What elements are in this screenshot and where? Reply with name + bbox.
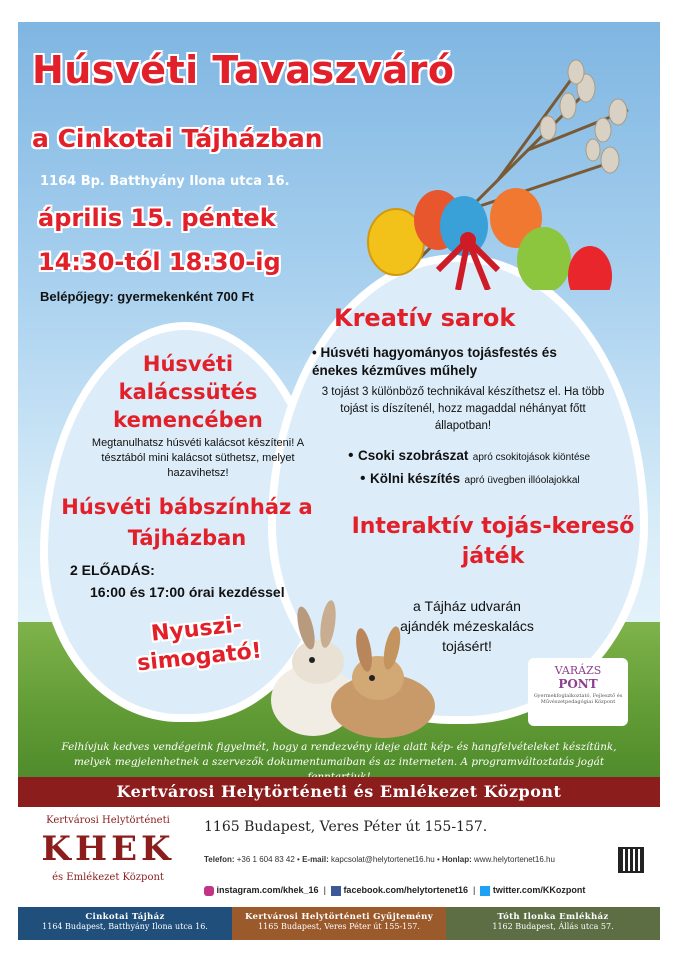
creative-heading: Kreatív sarok — [334, 304, 516, 332]
phone[interactable]: +36 1 604 83 42 — [236, 855, 295, 864]
facebook-icon — [331, 886, 341, 896]
instagram-icon — [204, 886, 214, 896]
poster-subtitle: a Cinkotai Tájházban — [32, 124, 323, 153]
location-toth-ilonka — [446, 907, 660, 940]
event-poster — [18, 22, 660, 940]
location-address: 1164 Budapest, Batthyány Ilona utca 16. — [42, 922, 208, 931]
org-address: 1165 Budapest, Veres Péter út 155-157. — [204, 819, 488, 835]
location-name: Cinkotai Tájház — [85, 912, 165, 922]
event-time: 14:30-tól 18:30-ig — [38, 248, 281, 276]
item2: • Csoki szobrászat apró csokitojások kiöntése — [348, 447, 591, 464]
logo-top: Kertvárosi Helytörténeti — [46, 815, 170, 826]
social-row: instagram.com/khek_16 | facebook.com/helytortenet16 | twitter.com/KKozpont — [204, 885, 585, 896]
ticket-price: Belépőjegy: gyermekenként 700 Ft — [40, 289, 254, 304]
email-link[interactable]: kapcsolat@helytortenet16.hu — [330, 855, 435, 864]
varazs-small: Gyermekfoglalkoztató, Fejlesztő és Művészetpedagógiai Központ — [533, 693, 623, 705]
instagram-link[interactable]: instagram.com/khek_16 — [216, 885, 319, 895]
org-banner: Kertvárosi Helytörténeti és Emlékezet Központ — [18, 777, 660, 807]
web-label: Honlap: — [441, 855, 472, 864]
logo-letters: KHEK — [41, 829, 175, 869]
shows-time: 16:00 és 17:00 órai kezdéssel — [90, 584, 285, 600]
item2-title: Csoki szobrászat — [358, 448, 469, 463]
logo-bottom: és Emlékezet Központ — [52, 872, 164, 883]
poster-title: Húsvéti Tavaszváró — [32, 48, 455, 92]
puppet-heading: Húsvéti bábszínház a Tájházban — [61, 495, 313, 550]
egg-hunt-text: a Tájház udvarán ajándék mézeskalács tojásért! — [400, 598, 534, 654]
location-address: 1162 Budapest, Állás utca 57. — [492, 922, 614, 931]
facebook-link[interactable]: facebook.com/helytortenet16 — [343, 885, 468, 895]
baking-heading: Húsvéti kalácssütés kemencében — [113, 352, 263, 432]
item3-title: Kölni készítés — [370, 471, 461, 486]
event-date: április 15. péntek — [38, 204, 276, 232]
phone-label: Telefon: — [204, 855, 235, 864]
varazs-pont-logo — [528, 658, 628, 726]
egg-hunt-heading: Interaktív tojás-kereső játék — [351, 514, 635, 569]
item3-text: apró üvegben illóolajokkal — [464, 475, 580, 486]
shows-label: 2 ELŐADÁS: — [70, 562, 155, 578]
location-address: 1165 Budapest, Veres Péter út 155-157. — [258, 922, 420, 931]
item1-title-text: Húsvéti hagyományos tojásfestés és énekes kézműves műhely — [312, 345, 557, 378]
baking-text: Megtanulhatsz húsvéti kalácsot készíteni! A tésztából mini kalácsot süthetsz, melyet hazavihetsz! — [91, 437, 305, 479]
event-address: 1164 Bp. Batthyány Ilona utca 16. — [40, 174, 290, 189]
varazs-line2: PONT — [558, 677, 598, 691]
location-name: Tóth Ilonka Emlékház — [497, 912, 609, 922]
varazs-line1: VARÁZS — [554, 664, 602, 677]
item3: • Kölni készítés apró üvegben illóolajokkal — [360, 470, 580, 487]
contact-line: Telefon: +36 1 604 83 42 • E-mail: kapcsolat@helytortenet16.hu • Honlap: www.helytortenet16.hu — [204, 855, 555, 864]
location-cinkota — [18, 907, 232, 940]
item2-text: apró csokitojások kiöntése — [472, 452, 591, 463]
footer — [18, 807, 660, 907]
email-label: E-mail: — [302, 855, 329, 864]
location-name: Kertvárosi Helytörténeti Gyűjtemény — [244, 912, 434, 922]
qr-code-icon — [618, 847, 644, 873]
location-gyujtemeny — [232, 907, 446, 940]
twitter-link[interactable]: twitter.com/KKozpont — [492, 885, 586, 895]
item1-title: • Húsvéti hagyományos tojásfestés és énekes kézműves műhely — [312, 345, 557, 378]
petting-zoo: Nyuszi-simogató! — [135, 612, 263, 677]
web-link[interactable]: www.helytortenet16.hu — [473, 855, 555, 864]
khek-logo — [28, 815, 188, 901]
disclaimer: Felhívjuk kedves vendégeink figyelmét, hogy a rendezvény ideje alatt kép- és hangfelvételeket készítünk, melyek megjelenhetnek a szervezők dokumentumaiban és az interneten. A programváltoztatás jogát — [61, 741, 617, 768]
twitter-icon — [480, 886, 490, 896]
item1-text: 3 tojást 3 különböző technikával készíthetsz el. Ha több tojást is díszítenél, hozz magaddal néhányat főtt állapotban! — [321, 386, 605, 432]
